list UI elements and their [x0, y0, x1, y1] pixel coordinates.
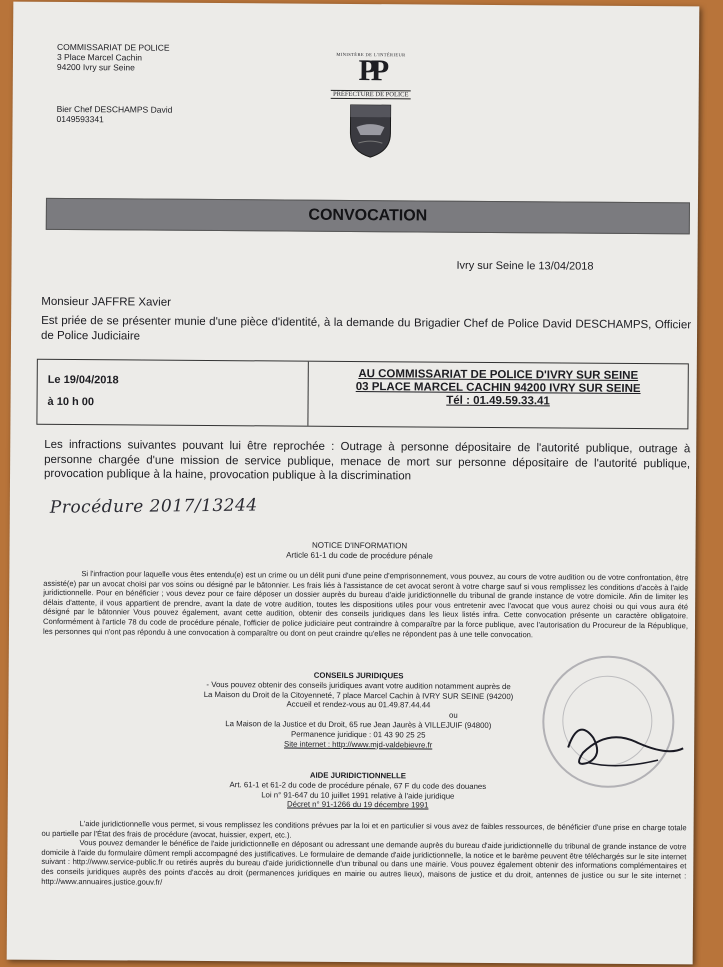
- notice-paragraph: Si l'infraction pour laquelle vous êtes entendu(e) est un crime ou un délit puni d'une peine d'emprisonnement, vous pouvez, au cours de votre audition ou de votre confrontation, être assisté(e) par un avocat choisi par vos soins ou désigné par le bâtonnier. Les frais liés à l'assistance de cet avocat seront à votre charge sauf si vous remplissez les conditions d'accès à l'aide juridictionnelle. Pour en bénéficier ; vous devez pour ce faire déposer un dossier auprès du bureau d'aide juridictionnelle du tribunal de grande instance de votre domicile. Afin de limiter les délais d'attente, il vous appartient de prendre, avant la date de votre audition, toutes les dispositions utiles pour vous entretenir avec l'avocat que vous aurez choisi ou qui vous aura été désigné par le bâtonnier Vous pouvez également, avant cette audition, obtenir des conseils juridiques dans les lieux listés infra. Cette convocation présente un caractère obligatoire. Conformément à l'article 78 du code de procédure pénale, l'officier de police judiciaire peut contraindre à comparaître par la force publique, avec l'autorisation du Procureur de la République, les personnes qui n'ont pas répondu à une convocation à comparaître ou dont on peut craindre qu'elles ne répondent pas à une telle convocation.: [42, 569, 689, 639]
- sender-line: COMMISSARIAT DE POLICE: [57, 41, 170, 53]
- convocation-letter: [7, 2, 700, 965]
- conseils-line: La Maison de la Justice et du Droit, 65 rue Jean Jaurès à VILLEJUIF (94800): [225, 719, 492, 730]
- sender-line: 94200 Ivry sur Seine: [56, 61, 135, 73]
- aide-juridictionnelle: [148, 770, 568, 812]
- sender-line: 3 Place Marcel Cachin: [56, 51, 143, 63]
- notice-heading: [209, 540, 509, 562]
- conseils-line: Permanence juridique : 01 43 90 25 25: [291, 729, 426, 740]
- conseils-line: La Maison du Droit de la Citoyenneté, 7 place Marcel Cachin à IVRY SUR SEINE (94200): [203, 689, 514, 701]
- notice-body: [43, 569, 688, 641]
- conseils-line: - Vous pouvez obtenir des conseils juridiques avant votre audition notamment auprès de: [206, 679, 511, 691]
- prefecture-label: PRÉFECTURE DE POLICE: [331, 90, 411, 100]
- place-line: AU COMMISSARIAT DE POLICE D'IVRY SUR SEINE: [358, 368, 639, 382]
- ministry-label: MINISTÈRE DE L'INTÉRIEUR: [336, 51, 406, 58]
- meeting-time: à 10 h 00: [47, 395, 95, 409]
- aide-line: Décret n° 91-1266 du 19 décembre 1991: [287, 799, 429, 810]
- aide-title: AIDE JURIDICTIONNELLE: [309, 770, 407, 781]
- aide-body: [41, 819, 686, 891]
- infractions-text: Les infractions suivantes pouvant lui être reprochée : Outrage à personne dépositaire de l'autorité publique, outrage à personne chargée d'une mission de service publique, menace de mort sur personne dépositaire de l'autorité publique, provocation publique à la haine, provocation publique à la discrimination: [44, 438, 691, 483]
- pp-monogram: PP: [358, 54, 384, 88]
- place-phone: Tél : 01.49.59.33.41: [446, 394, 550, 408]
- convocation-title: CONVOCATION: [46, 198, 690, 234]
- meeting-place: [308, 362, 687, 429]
- conseils-line: Accueil et rendez-vous au 01.49.87.44.44: [286, 699, 431, 710]
- conseils-or: ou: [449, 710, 458, 720]
- conseils-juridiques: [148, 670, 569, 751]
- sender-address: [57, 42, 170, 73]
- paris-coat-of-arms-icon: [348, 103, 392, 159]
- handwritten-procedure-number: Procédure 2017/13244: [49, 495, 258, 518]
- meeting-details: [36, 359, 688, 430]
- aide-paragraph: Vous pouvez demander le bénéfice de l'aide juridictionnelle en déposant ou adressant une demande auprès du bureau d'aide juridictionnelle du tribunal de grande instance de votre domicile à l'aide du formulaire dûment rempli accompagné des justificatives. Le formulaire de demande d'aide juridictionnelle, la notice et le barème peuvent être téléchargés sur le site internet suivant : http://www.service-public.fr ou retirés auprès du bureau d'aide juridictionnelle d'un tribunal ou dans une mairie. Vous pouvez également obtenir des informations complémentaires et des conseils juridiques auprès des points d'accès au droit (permanences juridiques en mairie ou autres lieux), maisons de justice et du droit, antennes de justice ou sur le site internet : http://www.annuaires.justice.gouv.fr/: [41, 838, 687, 887]
- meeting-date: Le 19/04/2018: [47, 373, 119, 387]
- presentation-text: Est priée de se présenter munie d'une pièce d'identité, à la demande du Brigadier Chef de Police David DESCHAMPS, Officier de Police Judiciaire: [40, 314, 692, 343]
- aide-line: Art. 61-1 et 61-2 du code de procédure pénale, 67 F du code des douanes: [229, 779, 487, 791]
- aide-line: Loi n° 91-647 du 10 juillet 1991 relative à l'aide juridique: [261, 789, 455, 801]
- officer-phone: 0149593341: [56, 113, 104, 125]
- officer-contact: [56, 104, 172, 125]
- conseils-website-link[interactable]: Site internet : http://www.mjd-valdebievre.fr: [284, 739, 433, 750]
- meeting-datetime: [37, 360, 308, 426]
- prefecture-logo: [300, 52, 441, 160]
- aide-paragraph: L'aide juridictionnelle vous permet, si vous remplissez les conditions prévues par la loi et en particulier si vous avez de faibles ressources, de bénéficier d'une prise en charge totale ou partielle par l'État des frais de procédure (avocat, huissier, expert, etc.).: [41, 819, 687, 840]
- recipient-name: Monsieur JAFFRE Xavier: [41, 295, 172, 309]
- officer-name: Bier Chef DESCHAMPS David: [56, 103, 173, 115]
- notice-title: NOTICE D'INFORMATION: [311, 540, 408, 551]
- officer-signature: [548, 707, 688, 778]
- notice-subtitle: Article 61-1 du code de procédure pénale: [286, 550, 433, 561]
- place-line: 03 PLACE MARCEL CACHIN 94200 IVRY SUR SEINE: [355, 381, 641, 396]
- issue-date: Ivry sur Seine le 13/04/2018: [456, 259, 594, 273]
- conseils-title: CONSEILS JURIDIQUES: [313, 670, 404, 681]
